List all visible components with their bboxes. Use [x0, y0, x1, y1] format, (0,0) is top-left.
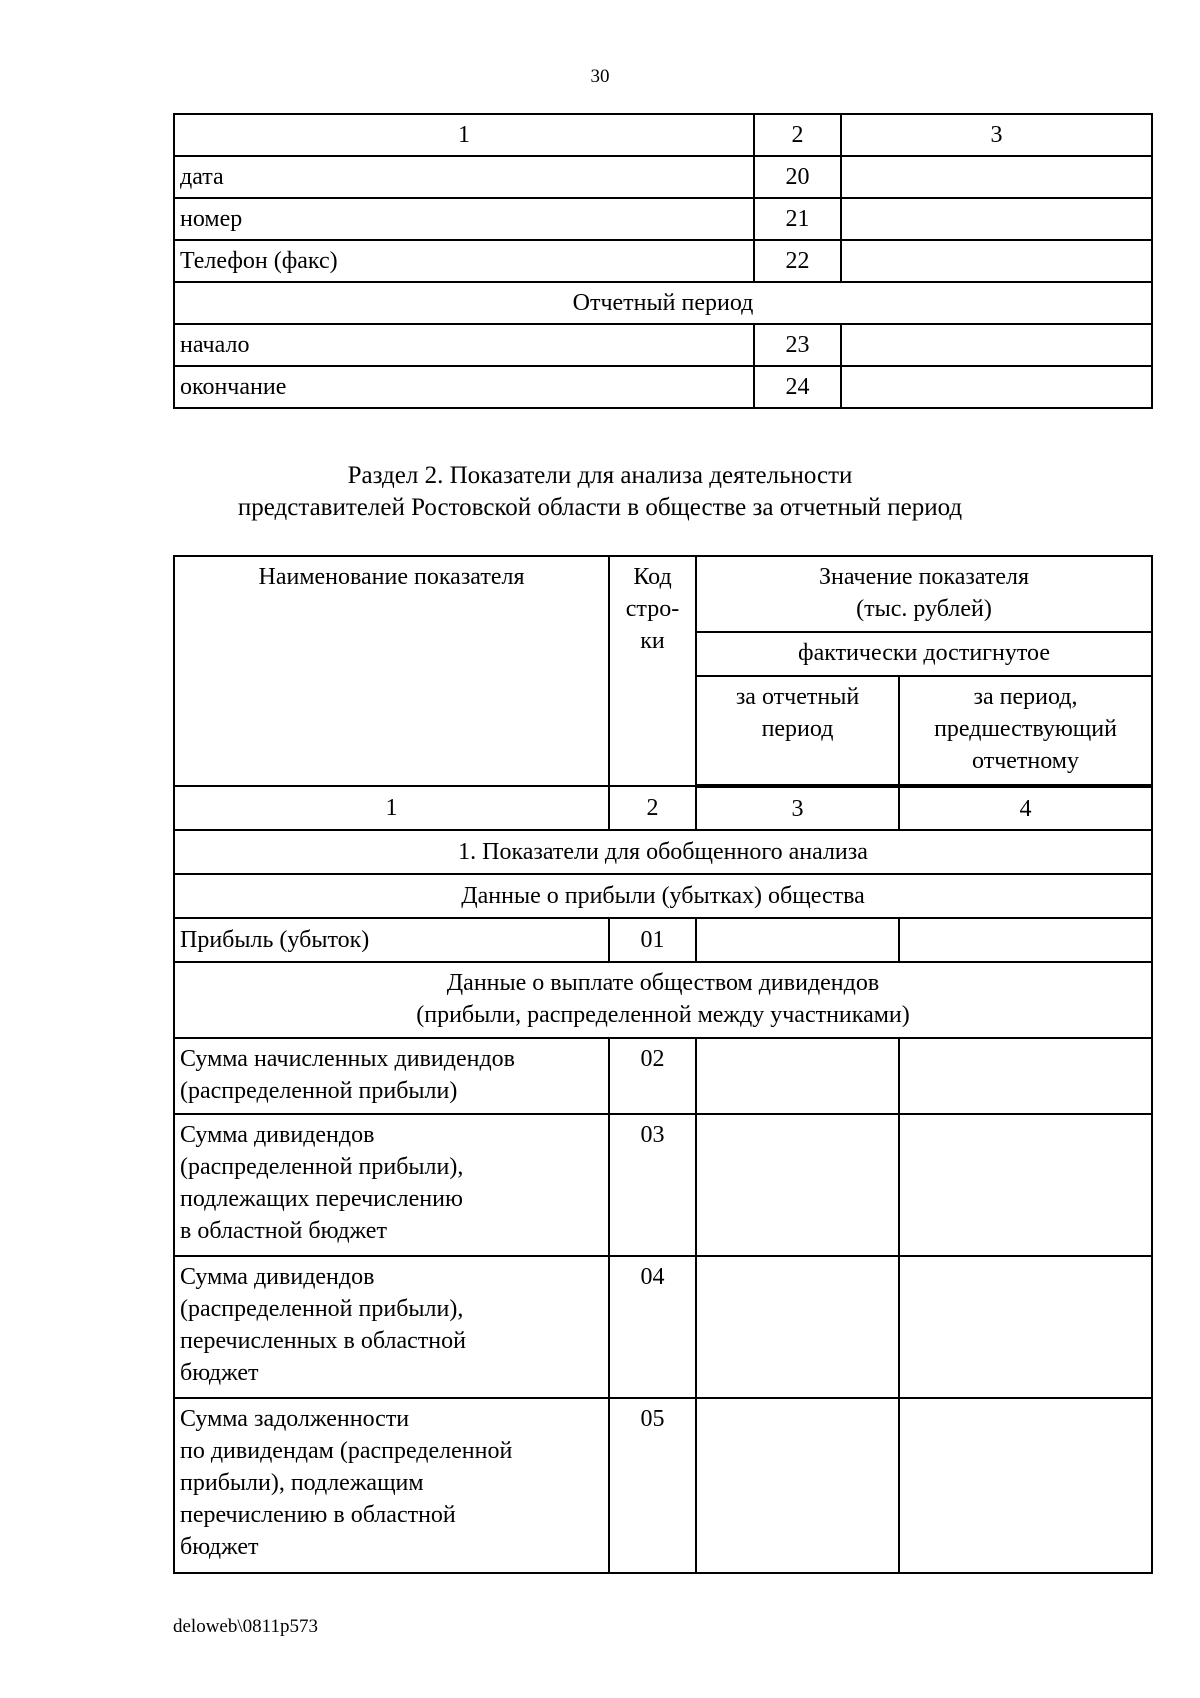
period-heading: Отчетный период — [174, 282, 1152, 324]
column-number: 3 — [696, 786, 899, 830]
row-value-previous[interactable] — [899, 1038, 1152, 1114]
row-label-line: перечисленных в областной — [180, 1328, 466, 1354]
row-label — [174, 1398, 609, 1573]
group-row — [174, 830, 1152, 874]
row-code: 02 — [609, 1038, 696, 1114]
row-label-line: (распределенной прибыли), — [180, 1154, 464, 1180]
row-label-line: Сумма дивидендов — [180, 1122, 375, 1148]
column-number: 2 — [609, 786, 696, 830]
header-value-line: Значение показателя — [818, 564, 1030, 590]
header-code — [609, 556, 696, 786]
table-header-row — [174, 114, 1152, 156]
header-line: за отчетный — [735, 684, 860, 710]
header-actual: фактически достигнутое — [696, 632, 1152, 676]
row-value[interactable] — [841, 198, 1152, 240]
header-line: период — [761, 716, 834, 742]
row-value[interactable] — [841, 156, 1152, 198]
row-label-line: бюджет — [180, 1360, 259, 1386]
row-code: 23 — [754, 324, 841, 366]
column-numbers-row — [174, 786, 1152, 830]
indicators-table — [173, 555, 1153, 1574]
row-label: начало — [174, 324, 754, 366]
table-row — [174, 324, 1152, 366]
header-code-line: ки — [640, 628, 665, 654]
row-value-previous[interactable] — [899, 918, 1152, 962]
table-row — [174, 1114, 1152, 1256]
row-label — [174, 1114, 609, 1256]
row-code: 22 — [754, 240, 841, 282]
row-label — [174, 1038, 609, 1114]
contact-table — [173, 113, 1153, 409]
header-value — [696, 556, 1152, 632]
header-line: за период, — [973, 684, 1078, 710]
subgroup-heading: Данные о прибыли (убытках) общества — [174, 874, 1152, 918]
table-row — [174, 366, 1152, 408]
row-code: 03 — [609, 1114, 696, 1256]
row-value-previous[interactable] — [899, 1398, 1152, 1573]
row-label — [174, 1256, 609, 1398]
row-label-line: Сумма задолженности — [180, 1406, 410, 1432]
row-code: 24 — [754, 366, 841, 408]
row-label-line: подлежащих перечислению — [180, 1186, 463, 1212]
row-code: 05 — [609, 1398, 696, 1573]
row-label-line: прибыли), подлежащим — [180, 1470, 424, 1496]
header-line: предшествующий — [934, 716, 1117, 742]
row-value[interactable] — [841, 324, 1152, 366]
row-label-line: бюджет — [180, 1534, 259, 1560]
column-number: 2 — [754, 114, 841, 156]
row-value-previous[interactable] — [899, 1256, 1152, 1398]
row-label-line: Сумма начисленных дивидендов — [180, 1046, 515, 1072]
subgroup-row — [174, 962, 1152, 1038]
row-value[interactable] — [841, 366, 1152, 408]
row-code: 21 — [754, 198, 841, 240]
table-row — [174, 240, 1152, 282]
row-label-line: Сумма дивидендов — [180, 1264, 375, 1290]
row-value-previous[interactable] — [899, 1114, 1152, 1256]
subgroup-line: (прибыли, распределенной между участниками) — [416, 1002, 910, 1028]
row-label-line: перечислению в областной — [180, 1502, 456, 1528]
table-row — [174, 918, 1152, 962]
group-heading: 1. Показатели для обобщенного анализа — [174, 830, 1152, 874]
period-heading-row — [174, 282, 1152, 324]
subgroup-heading — [174, 962, 1152, 1038]
row-value-current[interactable] — [696, 1256, 899, 1398]
table-row — [174, 1256, 1152, 1398]
header-code-line: стро- — [625, 596, 680, 622]
subgroup-line: Данные о выплате обществом дивидендов — [446, 970, 880, 996]
row-label: номер — [174, 198, 754, 240]
row-code: 01 — [609, 918, 696, 962]
row-label-line: в областной бюджет — [180, 1218, 387, 1244]
row-label-line: (распределенной прибыли) — [180, 1078, 458, 1104]
footer-path: deloweb\0811p573 — [173, 1616, 318, 1637]
header-name: Наименование показателя — [174, 556, 609, 786]
table-row — [174, 1038, 1152, 1114]
column-number: 1 — [174, 114, 754, 156]
table-row — [174, 156, 1152, 198]
row-code: 20 — [754, 156, 841, 198]
page-number: 30 — [590, 66, 610, 87]
row-label: окончание — [174, 366, 754, 408]
header-code-line: Код — [633, 564, 672, 590]
row-label: Прибыль (убыток) — [174, 918, 609, 962]
row-code: 04 — [609, 1256, 696, 1398]
column-number: 3 — [841, 114, 1152, 156]
table-row — [174, 198, 1152, 240]
column-number: 1 — [174, 786, 609, 830]
row-label: Телефон (факс) — [174, 240, 754, 282]
row-label-line: (распределенной прибыли), — [180, 1296, 464, 1322]
row-label-line: по дивидендам (распределенной — [180, 1438, 513, 1464]
subgroup-row — [174, 874, 1152, 918]
header-current-period — [696, 676, 899, 786]
table-row — [174, 1398, 1152, 1573]
header-value-line: (тыс. рублей) — [856, 596, 992, 622]
column-number: 4 — [899, 786, 1152, 830]
row-value-current[interactable] — [696, 1038, 899, 1114]
row-value[interactable] — [841, 240, 1152, 282]
section-title — [0, 460, 1200, 524]
row-value-current[interactable] — [696, 1114, 899, 1256]
row-value-current[interactable] — [696, 1398, 899, 1573]
row-label: дата — [174, 156, 754, 198]
header-row — [174, 556, 1152, 632]
section-title-line: Раздел 2. Показатели для анализа деятельности — [347, 462, 853, 489]
section-title-line: представителей Ростовской области в обществе за отчетный период — [237, 494, 963, 521]
header-line: отчетному — [972, 748, 1079, 774]
row-value-current[interactable] — [696, 918, 899, 962]
header-previous-period — [899, 676, 1152, 786]
